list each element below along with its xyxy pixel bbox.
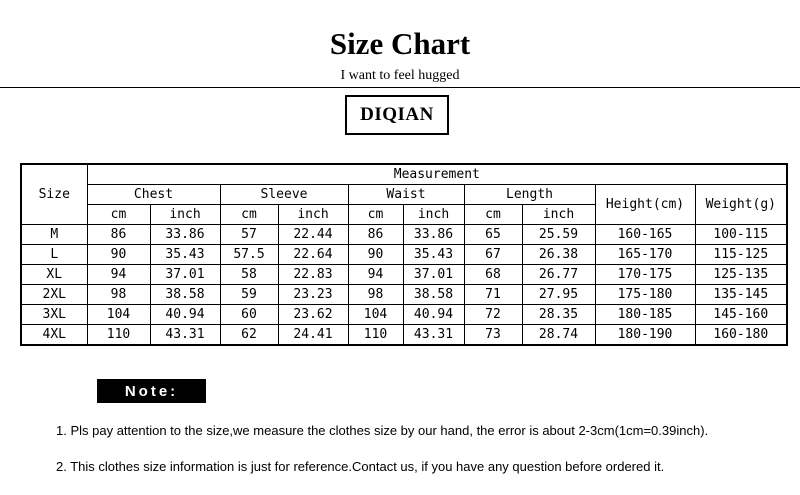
unit-inch: inch [403,205,464,225]
table-cell: 60 [220,305,278,325]
header-row-groups [21,185,787,205]
table-cell: 33.86 [403,225,464,245]
page-subtitle: I want to feel hugged [340,68,460,83]
table-cell: 94 [348,265,403,285]
table-cell: 90 [87,245,150,265]
table-cell: 23.62 [278,305,348,325]
table-cell: 57.5 [220,245,278,265]
waist-header: Waist [348,185,464,205]
table-cell: 22.44 [278,225,348,245]
table-cell: 23.23 [278,285,348,305]
note-line-2: 2. This clothes size information is just for reference.Contact us, if you have any question before ordered it. [56,459,665,474]
size-cell: XL [21,265,87,285]
table-cell: 104 [348,305,403,325]
table-cell: 57 [220,225,278,245]
table-cell: 135-145 [695,285,787,305]
size-cell: L [21,245,87,265]
table-cell: 37.01 [403,265,464,285]
unit-cm: cm [87,205,150,225]
table-cell: 22.83 [278,265,348,285]
table-cell: 94 [87,265,150,285]
page-title: Size Chart [329,26,471,61]
brand-logo: DIQIAN [345,95,449,135]
unit-inch: inch [522,205,595,225]
table-cell: 170-175 [595,265,695,285]
table-row [21,285,787,305]
table-cell: 125-135 [695,265,787,285]
table-cell: 100-115 [695,225,787,245]
table-cell: 28.35 [522,305,595,325]
table-cell: 59 [220,285,278,305]
table-cell: 160-180 [695,325,787,346]
table-cell: 72 [464,305,522,325]
header-divider [0,87,800,88]
table-cell: 67 [464,245,522,265]
table-cell: 43.31 [403,325,464,346]
unit-inch: inch [150,205,220,225]
table-cell: 43.31 [150,325,220,346]
table-cell: 98 [348,285,403,305]
table-row [21,305,787,325]
table-cell: 38.58 [403,285,464,305]
size-table [20,163,788,346]
table-cell: 35.43 [403,245,464,265]
length-header: Length [464,185,595,205]
table-cell: 38.58 [150,285,220,305]
table-cell: 115-125 [695,245,787,265]
table-cell: 62 [220,325,278,346]
table-cell: 65 [464,225,522,245]
chest-header: Chest [87,185,220,205]
table-cell: 35.43 [150,245,220,265]
weight-header: Weight(g) [695,185,787,225]
table-cell: 40.94 [150,305,220,325]
table-row [21,225,787,245]
table-cell: 90 [348,245,403,265]
table-cell: 40.94 [403,305,464,325]
size-cell: 4XL [21,325,87,346]
note-line-1: 1. Pls pay attention to the size,we measure the clothes size by our hand, the error is about 2-3cm(1cm=0.39inch). [56,423,709,438]
table-cell: 165-170 [595,245,695,265]
unit-cm: cm [348,205,403,225]
header-row-measurement [21,164,787,185]
table-cell: 98 [87,285,150,305]
table-cell: 180-190 [595,325,695,346]
table-cell: 58 [220,265,278,285]
table-row [21,265,787,285]
note-badge: Note: [97,379,206,403]
table-cell: 145-160 [695,305,787,325]
table-cell: 33.86 [150,225,220,245]
table-cell: 86 [87,225,150,245]
table-cell: 104 [87,305,150,325]
size-cell: 3XL [21,305,87,325]
table-cell: 71 [464,285,522,305]
table-cell: 25.59 [522,225,595,245]
table-cell: 73 [464,325,522,346]
table-cell: 110 [348,325,403,346]
table-cell: 175-180 [595,285,695,305]
table-row [21,325,787,346]
sleeve-header: Sleeve [220,185,348,205]
table-cell: 26.77 [522,265,595,285]
table-cell: 24.41 [278,325,348,346]
height-header: Height(cm) [595,185,695,225]
table-cell: 86 [348,225,403,245]
table-cell: 180-185 [595,305,695,325]
size-header: Size [21,164,87,225]
measurement-header: Measurement [87,164,787,185]
size-cell: M [21,225,87,245]
size-cell: 2XL [21,285,87,305]
table-cell: 160-165 [595,225,695,245]
table-cell: 26.38 [522,245,595,265]
table-cell: 27.95 [522,285,595,305]
unit-cm: cm [220,205,278,225]
unit-inch: inch [278,205,348,225]
table-cell: 22.64 [278,245,348,265]
unit-cm: cm [464,205,522,225]
table-cell: 68 [464,265,522,285]
table-cell: 28.74 [522,325,595,346]
table-cell: 37.01 [150,265,220,285]
table-cell: 110 [87,325,150,346]
table-row [21,245,787,265]
